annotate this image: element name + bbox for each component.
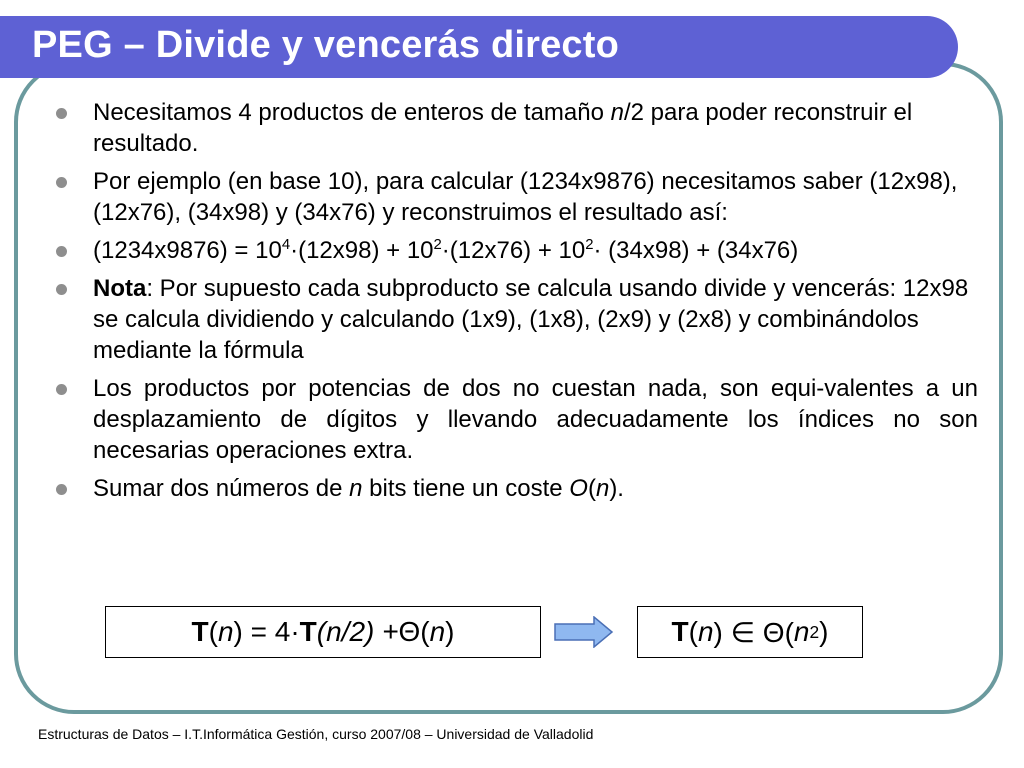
list-item: Nota: Por supuesto cada subproducto se calcula usando divide y vencerás: 12x98 se calcula dividiendo y calculando (1x9), (1x8), (2x9) y (2x8) y combinándolos mediante la fórmula (52, 273, 978, 366)
slide-title: PEG – Divide y vencerás directo (32, 24, 620, 66)
bullet-icon (56, 384, 67, 395)
right-arrow-icon (554, 616, 614, 648)
recurrence-formula-box: T ( n ) = 4· T (n/2) + Θ( n ) (105, 606, 541, 658)
bullet-icon (56, 108, 67, 119)
bullet-icon (56, 246, 67, 257)
complexity-result-box: T ( n ) ∈ Θ( n 2 ) (637, 606, 863, 658)
list-item: Sumar dos números de n bits tiene un coste O(n). (52, 473, 978, 504)
list-item: Los productos por potencias de dos no cuestan nada, son equi-valentes a un desplazamiento de dígitos y llevando adecuadamente los índices no son necesarias operaciones extra. (52, 373, 978, 466)
bullet-list (52, 97, 978, 511)
list-item: Por ejemplo (en base 10), para calcular (1234x9876) necesitamos saber (12x98), (12x76), (34x98) y (34x76) y reconstruimos el resultado así: (52, 166, 978, 228)
list-item: $(1234x9876) = 10^4\cdot(12x98) + 10^2\cdot(12x76) + 10^2\cdot (34x98) + (34x76)$ (52, 235, 978, 266)
bullet-icon (56, 284, 67, 295)
list-item: Necesitamos 4 productos de enteros de tamaño n/2 para poder reconstruir el resultado. (52, 97, 978, 159)
bullet-icon (56, 177, 67, 188)
footer-text: Estructuras de Datos – I.T.Informática Gestión, curso 2007/08 – Universidad de Valladolid (38, 726, 594, 742)
bullet-icon (56, 484, 67, 495)
